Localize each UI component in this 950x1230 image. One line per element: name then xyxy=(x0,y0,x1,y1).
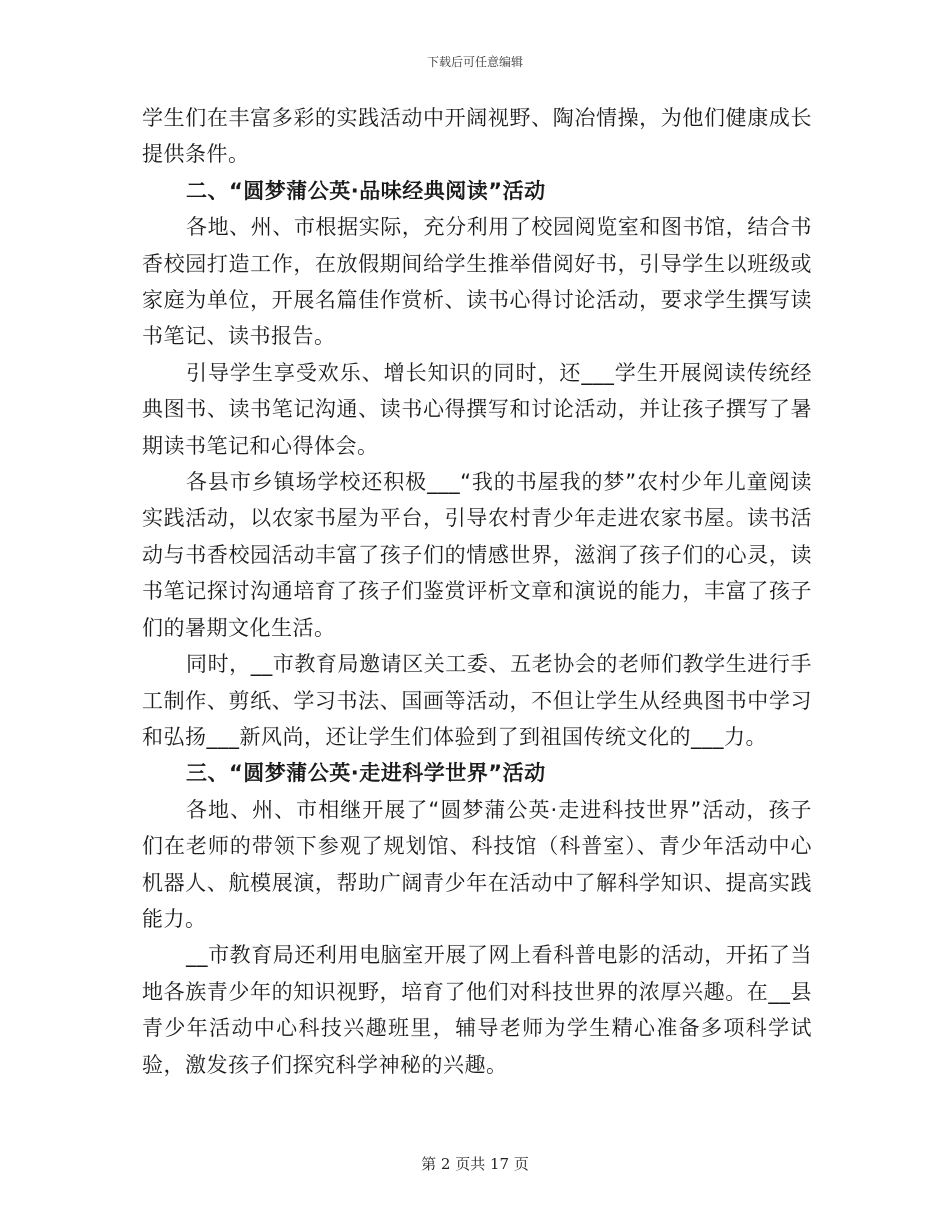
paragraph: 各县市乡镇场学校还积极___“我的书屋我的梦”农村少年儿童阅读实践活动，以农家书屋为平台，引导农村青少年走进农家书屋。读书活动与书香校园活动丰富了孩子们的情感世界，滋润了孩子们的心灵，读书笔记探讨沟通培育了孩子们鉴赏评析文章和演说的能力，丰富了孩子们的暑期文化生活。 xyxy=(142,470,812,640)
paragraph: __市教育局还利用电脑室开展了网上看科普电影的活动，开拓了当地各族青少年的知识视野，培育了他们对科技世界的浓厚兴趣。在__县青少年活动中心科技兴趣班里，辅导老师为学生精心准备多项科学试验，激发孩子们探究科学神秘的兴趣。 xyxy=(142,943,812,1077)
paragraph: 引导学生享受欢乐、增长知识的同时，还___学生开展阅读传统经典图书、读书笔记沟通、读书心得撰写和讨论活动，并让孩子撰写了暑期读书笔记和心得体会。 xyxy=(142,360,812,458)
section-heading-3: 三、“圆梦蒲公英·走进科学世界”活动 xyxy=(186,761,546,786)
page-header: 下载后可任意编辑 xyxy=(426,55,523,69)
document-body xyxy=(142,100,812,1083)
paragraph: 同时，__市教育局邀请区关工委、五老协会的老师们教学生进行手工制作、剪纸、学习书法、国画等活动，不但让学生从经典图书中学习和弘扬___新风尚，还让学生们体验到了到祖国传统文化的___力。 xyxy=(142,652,812,749)
page-number: 第 2 页共 17 页 xyxy=(421,1155,529,1173)
paragraph: 各地、州、市相继开展了“圆梦蒲公英·走进科技世界”活动，孩子们在老师的带领下参观了规划馆、科技馆（科普室）、青少年活动中心机器人、航模展演，帮助广阔青少年在活动中了解科学知识、提高实践能力。 xyxy=(142,797,812,931)
paragraph: 各地、州、市根据实际，充分利用了校园阅览室和图书馆，结合书香校园打造工作，在放假期间给学生推举借阅好书，引导学生以班级或家庭为单位，开展名篇佳作赏析、读书心得讨论活动，要求学生撰写读书笔记、读书报告。 xyxy=(142,215,812,349)
section-heading-2: 二、“圆梦蒲公英·品味经典阅读”活动 xyxy=(186,178,546,203)
paragraph-continuation: 学生们在丰富多彩的实践活动中开阔视野、陶冶情操，为他们健康成长提供条件。 xyxy=(142,106,812,167)
